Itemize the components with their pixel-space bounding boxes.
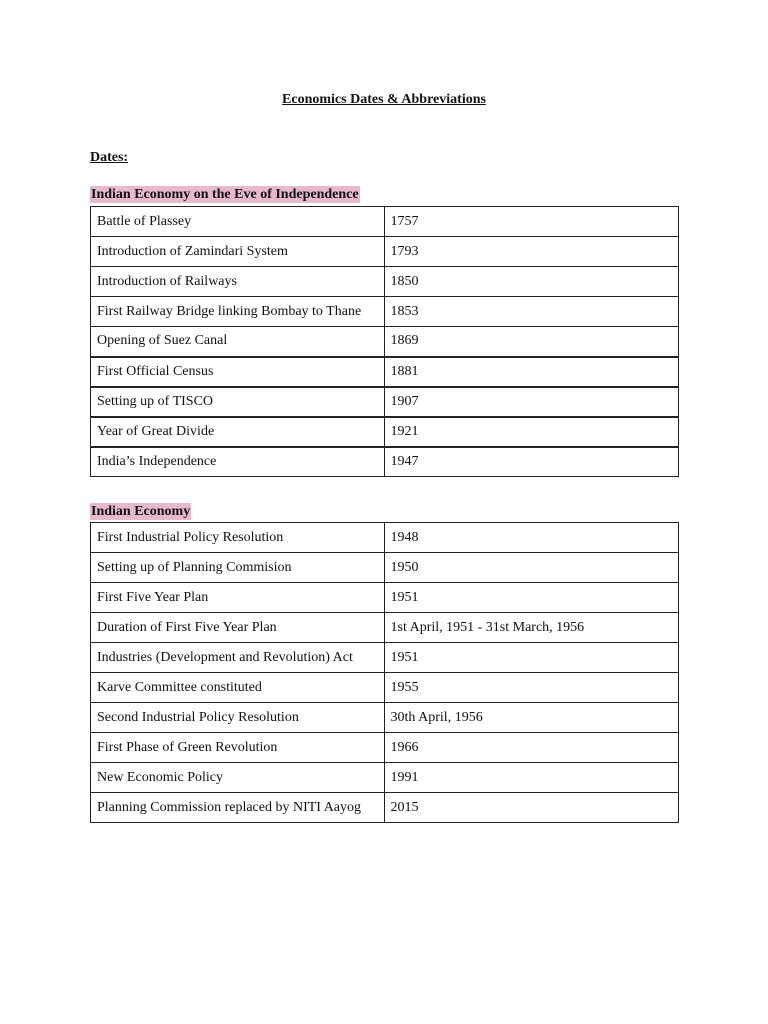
table-row [91, 237, 679, 267]
date-cell: 1793 [384, 237, 678, 267]
date-cell: 30th April, 1956 [384, 703, 678, 733]
date-cell: 1991 [384, 763, 678, 793]
table-row [91, 523, 679, 553]
table-row [91, 417, 679, 447]
dates-table-indian-economy [90, 522, 679, 823]
table-row [91, 583, 679, 613]
date-cell: 1850 [384, 267, 678, 297]
event-cell: New Economic Policy [91, 763, 385, 793]
table-row [91, 387, 679, 417]
table-row [91, 793, 679, 823]
section-heading-indian-economy: Indian Economy [91, 504, 191, 519]
event-cell: First Phase of Green Revolution [91, 733, 385, 763]
table-row [91, 297, 679, 327]
document-title: Economics Dates & Abbreviations [282, 92, 486, 107]
date-cell: 1757 [384, 207, 678, 237]
table-row [91, 267, 679, 297]
date-cell: 1907 [384, 387, 678, 417]
date-cell: 1950 [384, 553, 678, 583]
event-cell: Planning Commission replaced by NITI Aayog [91, 793, 385, 823]
date-cell: 1947 [384, 447, 678, 477]
event-cell: Battle of Plassey [91, 207, 385, 237]
table-row [91, 327, 679, 357]
event-cell: First Railway Bridge linking Bombay to Thane [91, 297, 385, 327]
event-cell: Karve Committee constituted [91, 673, 385, 703]
date-cell: 1955 [384, 673, 678, 703]
table-row [91, 703, 679, 733]
date-cell: 1921 [384, 417, 678, 447]
event-cell: Industries (Development and Revolution) Act [91, 643, 385, 673]
table-row [91, 357, 679, 387]
table-row [91, 447, 679, 477]
event-cell: Setting up of Planning Commision [91, 553, 385, 583]
dates-heading: Dates: [90, 150, 129, 165]
event-cell: First Industrial Policy Resolution [91, 523, 385, 553]
table-row [91, 673, 679, 703]
date-cell: 1951 [384, 643, 678, 673]
date-cell: 1951 [384, 583, 678, 613]
event-cell: First Five Year Plan [91, 583, 385, 613]
event-cell: Introduction of Railways [91, 267, 385, 297]
date-cell: 1966 [384, 733, 678, 763]
table-row [91, 763, 679, 793]
table-row [91, 613, 679, 643]
date-cell: 1st April, 1951 - 31st March, 1956 [384, 613, 678, 643]
event-cell: Setting up of TISCO [91, 387, 385, 417]
section-heading-eve-of-independence: Indian Economy on the Eve of Independence [91, 187, 359, 202]
table-row [91, 643, 679, 673]
table-row [91, 733, 679, 763]
event-cell: First Official Census [91, 357, 385, 387]
date-cell: 1948 [384, 523, 678, 553]
date-cell: 1869 [384, 327, 678, 357]
event-cell: Second Industrial Policy Resolution [91, 703, 385, 733]
event-cell: Year of Great Divide [91, 417, 385, 447]
event-cell: Duration of First Five Year Plan [91, 613, 385, 643]
event-cell: India’s Independence [91, 447, 385, 477]
table-row [91, 207, 679, 237]
date-cell: 2015 [384, 793, 678, 823]
date-cell: 1853 [384, 297, 678, 327]
date-cell: 1881 [384, 357, 678, 387]
event-cell: Opening of Suez Canal [91, 327, 385, 357]
event-cell: Introduction of Zamindari System [91, 237, 385, 267]
dates-table-eve-of-independence [90, 206, 679, 477]
table-row [91, 553, 679, 583]
